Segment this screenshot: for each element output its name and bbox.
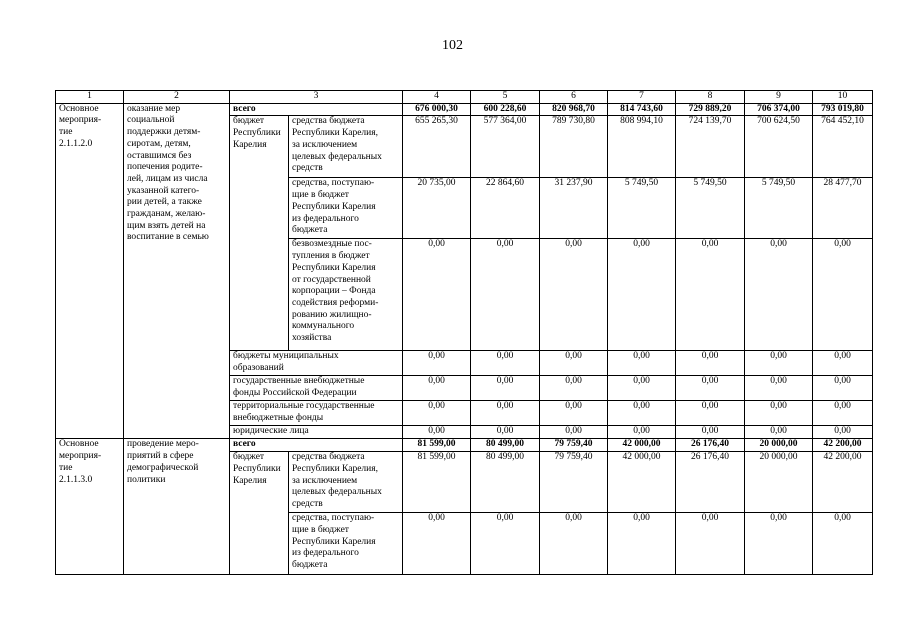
value-cell: 0,00 [403,426,471,439]
value-cell: 729 889,20 [676,103,745,116]
value-cell: 706 374,00 [745,103,813,116]
value-cell: 0,00 [540,351,608,376]
value-cell: 0,00 [676,513,745,575]
value-cell: 0,00 [745,426,813,439]
value-cell: 26 176,40 [676,452,745,513]
value-cell: 20 000,00 [745,439,813,452]
value-cell: 79 759,40 [540,452,608,513]
value-cell: 0,00 [540,426,608,439]
header-cell: 2 [124,91,230,104]
value-cell: 0,00 [745,351,813,376]
value-cell: 20 000,00 [745,452,813,513]
funding-source-cell: территориальные государственные внебюджетные фонды [230,401,403,426]
value-cell: 0,00 [403,376,471,401]
funding-source-cell: бюджеты муниципальных образований [230,351,403,376]
funding-source-cell: средства, поступаю- щие в бюджет Республики Карелия из федерального бюджета [289,178,403,239]
funding-source-cell: безвозмездные пос- тупления в бюджет Республики Карелия от государственной корпорации – Фонда содействия реформи- рованию жилищно- коммунального хозяйства [289,239,403,351]
header-cell: 1 [56,91,124,104]
header-cell: 7 [608,91,676,104]
activity-name-cell: оказание мер социальной поддержки детям- сиротам, детям, оставшимся без попечения родите- лей, лицам из числа указанной катего- рии детей, а также гражданам, желаю- щим взять детей на воспитание в семью [124,103,230,439]
activity-code-cell: Основное мероприя- тие 2.1.1.2.0 [56,103,124,439]
value-cell: 0,00 [403,401,471,426]
value-cell: 0,00 [540,239,608,351]
value-cell: 0,00 [745,401,813,426]
budget-table [55,90,873,575]
activity-name-cell: проведение меро- приятий в сфере демографической политики [124,439,230,575]
value-cell: 0,00 [608,401,676,426]
value-cell: 80 499,00 [471,439,540,452]
value-cell: 808 994,10 [608,116,676,178]
header-cell: 5 [471,91,540,104]
value-cell: 0,00 [471,401,540,426]
budget-source-cell: бюджет Республики Карелия [230,452,289,575]
value-cell: 0,00 [813,376,873,401]
funding-source-cell: средства бюджета Республики Карелия, за исключением целевых федеральных средств [289,116,403,178]
value-cell: 0,00 [540,401,608,426]
value-cell: 0,00 [813,351,873,376]
value-cell: 0,00 [471,426,540,439]
value-cell: 0,00 [676,351,745,376]
value-cell: 42 000,00 [608,452,676,513]
value-cell: 0,00 [471,239,540,351]
value-cell: 814 743,60 [608,103,676,116]
value-cell: 0,00 [745,376,813,401]
value-cell: 655 265,30 [403,116,471,178]
value-cell: 793 019,80 [813,103,873,116]
value-cell: 700 624,50 [745,116,813,178]
value-cell: 79 759,40 [540,439,608,452]
value-cell: 28 477,70 [813,178,873,239]
value-cell: 0,00 [745,239,813,351]
budget-source-cell: бюджет Республики Карелия [230,116,289,351]
value-cell: 0,00 [403,513,471,575]
header-cell: 6 [540,91,608,104]
header-row [56,91,873,104]
value-cell: 0,00 [676,376,745,401]
funding-source-cell: государственные внебюджетные фонды Российской Федерации [230,376,403,401]
header-cell: 9 [745,91,813,104]
activity-code-cell: Основное мероприя- тие 2.1.1.3.0 [56,439,124,575]
page-number: 102 [442,38,463,53]
value-cell: 20 735,00 [403,178,471,239]
value-cell: 5 749,50 [676,178,745,239]
value-cell: 0,00 [608,239,676,351]
value-cell: 81 599,00 [403,439,471,452]
value-cell: 0,00 [813,426,873,439]
value-cell: 0,00 [540,376,608,401]
value-cell: 0,00 [676,401,745,426]
total-label-cell: всего [230,439,403,452]
value-cell: 5 749,50 [745,178,813,239]
value-cell: 26 176,40 [676,439,745,452]
total-label-cell: всего [230,103,403,116]
header-cell: 8 [676,91,745,104]
value-cell: 0,00 [608,351,676,376]
value-cell: 0,00 [471,513,540,575]
value-cell: 789 730,80 [540,116,608,178]
table-row [56,103,873,116]
value-cell: 764 452,10 [813,116,873,178]
value-cell: 5 749,50 [608,178,676,239]
value-cell: 31 237,90 [540,178,608,239]
header-cell: 10 [813,91,873,104]
funding-source-cell: юридические лица [230,426,403,439]
value-cell: 81 599,00 [403,452,471,513]
value-cell: 42 200,00 [813,452,873,513]
value-cell: 0,00 [403,351,471,376]
funding-source-cell: средства бюджета Республики Карелия, за исключением целевых федеральных средств [289,452,403,513]
header-cell: 3 [230,91,403,104]
funding-source-cell: средства, поступаю- щие в бюджет Республики Карелия из федерального бюджета [289,513,403,575]
value-cell: 0,00 [745,513,813,575]
value-cell: 600 228,60 [471,103,540,116]
value-cell: 0,00 [540,513,608,575]
value-cell: 676 000,30 [403,103,471,116]
value-cell: 0,00 [403,239,471,351]
value-cell: 0,00 [813,513,873,575]
value-cell: 42 000,00 [608,439,676,452]
value-cell: 22 864,60 [471,178,540,239]
value-cell: 0,00 [608,513,676,575]
value-cell: 0,00 [813,239,873,351]
value-cell: 0,00 [608,376,676,401]
value-cell: 0,00 [813,401,873,426]
value-cell: 577 364,00 [471,116,540,178]
table-row [56,439,873,452]
value-cell: 820 968,70 [540,103,608,116]
value-cell: 724 139,70 [676,116,745,178]
value-cell: 0,00 [676,426,745,439]
value-cell: 0,00 [471,376,540,401]
header-cell: 4 [403,91,471,104]
value-cell: 42 200,00 [813,439,873,452]
value-cell: 0,00 [608,426,676,439]
value-cell: 0,00 [471,351,540,376]
value-cell: 0,00 [676,239,745,351]
value-cell: 80 499,00 [471,452,540,513]
